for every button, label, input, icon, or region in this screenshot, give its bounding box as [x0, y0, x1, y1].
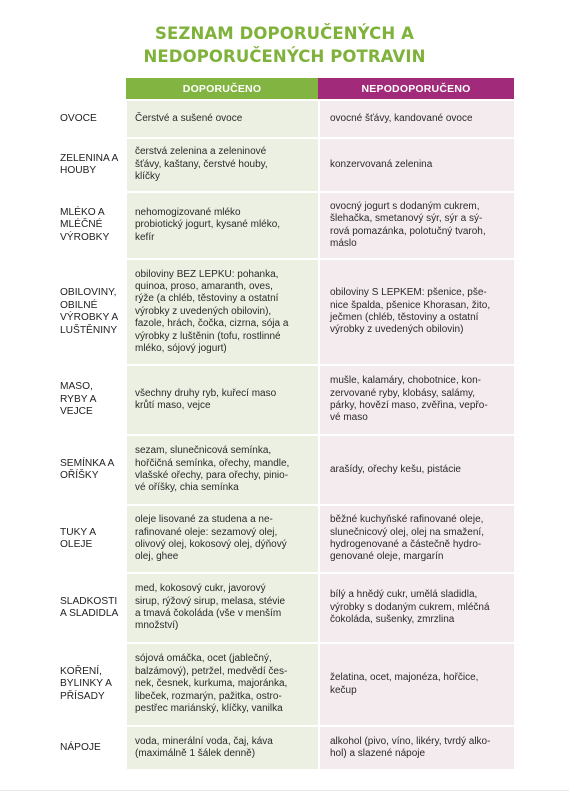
row-recommended: obiloviny BEZ LEPKU: pohanka, quinoa, proso, amaranth, oves, rýže (a chléb, těstoviny a ostatní výrobky z uvedených obilovin), fazole, hrách, čočka, cizrna, sója a výrobky z luštěnin (tofu, rostlinné mléko, sójový jogurt) — [135, 268, 289, 355]
row-not-recommended: ovocné šťávy, kandované ovoce — [330, 112, 473, 124]
row-not-recommended: ovocný jogurt s dodaným cukrem, šlehačka, smetanový sýr, sýr a sý- rová pomazánka, polotučný tvaroh, máslo — [330, 200, 486, 249]
header-not-recommended: NEPODOPORUČENO — [318, 78, 514, 99]
row-recommended: sezam, slunečnicová semínka, hořčičná semínka, ořechy, mandle, vlašské ořechy, para ořechy, pinio- vé oříšky, chia semínka — [135, 445, 290, 494]
row-category: OVOCE — [60, 112, 97, 124]
row-recommended: sójová omáčka, ocet (jablečný, balzámový), petržel, medvědí čes- nek, česnek, kurkuma, majoránka, libeček, rozmarýn, pažitka, ostro- pestřec mariánský, klíčky, vanilka — [135, 653, 288, 715]
row-recommended: nehomogizované mléko probiotický jogurt, kysané mléko, kefír — [135, 206, 281, 243]
table-row — [56, 572, 514, 642]
table-header-row — [56, 78, 514, 99]
table-row — [56, 99, 514, 137]
table-row — [56, 137, 514, 191]
row-recommended: oleje lisované za studena a ne- rafinované oleje: sezamový olej, olivový olej, kokosový olej, dýňový olej, ghee — [135, 514, 287, 563]
table-row — [56, 642, 514, 725]
row-not-recommended: mušle, kalamáry, chobotnice, kon- zervované ryby, klobásy, salámy, párky, hovězí maso, zvěřina, vepřo- vé maso — [330, 375, 488, 424]
row-category: KOŘENÍ, BYLINKY A PŘÍSADY — [60, 665, 112, 702]
row-not-recommended: obiloviny S LEPKEM: pšenice, pše- nice špalda, pšenice Khorasan, žito, ječmen (chléb, těstoviny a ostatní výrobky z uvedených obilovin) — [330, 287, 491, 336]
row-recommended: čerstvá zelenina a zeleninové šťávy, kaštany, čerstvé houby, klíčky — [135, 146, 268, 183]
table-row — [56, 434, 514, 504]
row-category: MASO, RYBY A VEJCE — [60, 381, 97, 418]
row-not-recommended: alkohol (pivo, víno, likéry, tvrdý alko- hol) a slazené nápoje — [330, 735, 491, 759]
row-not-recommended: arašídy, ořechy kešu, pistácie — [330, 463, 461, 475]
header-recommended: DOPORUČENO — [126, 78, 318, 99]
row-category: SEMÍNKA A OŘÍŠKY — [60, 457, 115, 481]
table-row — [56, 725, 514, 769]
row-recommended: med, kokosový cukr, javorový sirup, rýžový sirup, melasa, stévie a tmavá čokoláda (vše v menším množství) — [135, 583, 286, 632]
table-row — [56, 191, 514, 258]
table-row — [56, 364, 514, 434]
table-row — [56, 258, 514, 364]
row-not-recommended: běžné kuchyňské rafinované oleje, slunečnicový olej, olej na smažení, hydrogenované a částečně hydro- genované oleje, margarín — [330, 514, 484, 563]
page-title-line-1: SEZNAM DOPORUČENÝCH A — [155, 24, 414, 43]
row-not-recommended: konzervovaná zelenina — [330, 158, 433, 170]
row-recommended: všechny druhy ryb, kuřecí maso krůtí maso, vejce — [135, 387, 277, 411]
row-recommended: Čerstvé a sušené ovoce — [135, 112, 243, 124]
page-title — [0, 22, 569, 68]
table-row — [56, 504, 514, 572]
row-category: ZELENINA A HOUBY — [60, 152, 119, 176]
food-table — [56, 78, 514, 769]
row-not-recommended: želatina, ocet, majonéza, hořčice, kečup — [330, 672, 479, 696]
page-title-line-2: NEDOPORUČENÝCH POTRAVIN — [143, 47, 426, 66]
row-category: TUKY A OLEJE — [60, 526, 97, 550]
header-blank-cell — [56, 78, 126, 99]
row-recommended: voda, minerální voda, čaj, káva (maximálně 1 šálek denně) — [135, 735, 273, 759]
row-category: SLADKOSTI A SLADIDLA — [60, 595, 119, 619]
row-not-recommended: bílý a hnědý cukr, umělá sladidla, výrobky s dodaným cukrem, mléčná čokoláda, sušenky, zmrzlina — [330, 589, 490, 626]
row-category: OBILOVINY, OBILNÉ VÝROBKY A LUŠTĚNINY — [60, 287, 119, 336]
row-category: NÁPOJE — [60, 741, 101, 753]
row-category: MLÉKO A MLÉČNÉ VÝROBKY — [60, 206, 110, 243]
bottom-divider — [0, 790, 569, 791]
